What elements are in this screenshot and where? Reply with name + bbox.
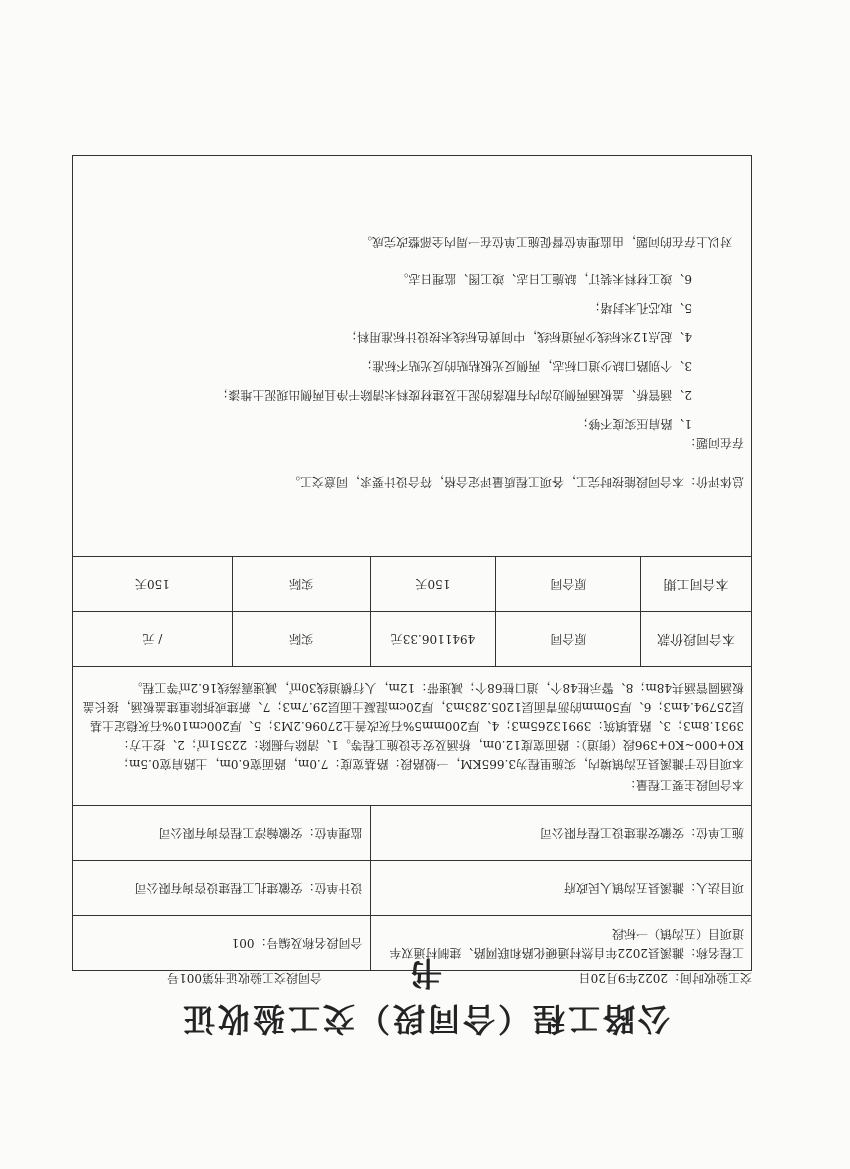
main-quantities-cell — [73, 667, 752, 806]
document-title: 公路工程（合同段）交工验收证书 — [180, 954, 671, 1038]
contract-duration-label: 本合同工期 — [641, 557, 752, 612]
certificate-number: 合同段交工验收证书第001号 — [167, 971, 322, 985]
issue-item: 3、个别路口缺少道口标志，两侧反光板粘贴的反光贴不标准； — [360, 359, 692, 374]
original-duration: 150天 — [370, 557, 496, 612]
main-quantities-body: 本项目位于濉溪县五沟镇境内，实施里程为3.665KM，一般路段：路基宽度：7.0m，路面宽6.0m，土路肩宽0.5m；K0+000~K0+396段（街道）：路面宽度12.0m，桥涵及安全设施工程等。1、清除与掘除：22351㎡；2、挖土方：3931.8m3；3、路基填筑：39913265m3；4、厚200mm5%石灰改善土27096.2M3；5、厚200cm10%石灰稳定土基层25794.4m3；6、厚50mm的沥青面层1205.283m3，厚20cm混凝土面层29.7m3；7、新建或拆除重建盖板涵，接长盖板涵圆管涵共48m；8、警示桩48个，道口桩68个；减速带：12m，人行横道线30㎡，减速震荡线16.2㎡等工程。 — [82, 681, 744, 771]
issue-item: 6、竣工材料未装订，缺施工日志、竣工图、监理日志。 — [396, 272, 692, 287]
issue-item: 4、起点12米标线少两道标线，中间黄色标线未按设计标准用料； — [345, 330, 692, 345]
evaluation-cell — [73, 156, 752, 557]
contract-duration-row — [73, 557, 752, 612]
actual-duration-label: 实际 — [232, 557, 370, 612]
construction-unit-cell: 施工单位：安徽安淮建设工程有限公司 — [370, 806, 751, 861]
contract-price-label: 本合同段价款 — [641, 612, 752, 667]
contractor-supervisor-row — [73, 806, 752, 861]
contract-price-row — [73, 612, 752, 667]
issue-item: 2、涵管桥、盖板涵两侧边沟内有散落的泥土及建材废料未清除干净且两侧出现泥土堆漆； — [216, 388, 692, 403]
project-name-row — [73, 916, 752, 971]
contract-section-cell: 合同段名称及编号：001 — [73, 916, 371, 971]
actual-label: 实际 — [232, 612, 370, 667]
actual-price: / 元 — [73, 612, 233, 667]
design-unit-cell: 设计单位：安徽建扎工程建设咨询有限公司 — [73, 861, 371, 916]
issues-label: 存在问题： — [683, 436, 744, 451]
original-duration-label: 原合同 — [496, 557, 641, 612]
acceptance-date: 交工验收时间：2022年9月20日 — [578, 971, 752, 985]
main-quantities-heading: 本合同段主要工程量： — [623, 778, 744, 792]
certificate-table — [72, 155, 752, 971]
actual-duration: 150天 — [73, 557, 233, 612]
project-name-cell: 工程名称：濉溪县2022年自然村通硬化路和联网路、建制村通双车道项目（五沟镇）一标段 — [370, 916, 751, 971]
issue-item: 5、取芯孔未封堵； — [588, 301, 692, 316]
original-contract-label: 原合同 — [496, 612, 641, 667]
project-owner-cell: 项目法人：濉溪县五沟镇人民政府 — [370, 861, 751, 916]
overall-evaluation: 总体评价：本合同段能按时完工，各项工程质量评定合格，符合设计要求，同意交工。 — [287, 475, 744, 490]
original-contract-price: 4941106.33元 — [370, 612, 496, 667]
owner-designer-row — [73, 861, 752, 916]
closing-statement: 对以上存在的问题，由监理单位督促施工单位在一周内全部整改完成。 — [359, 235, 732, 250]
supervision-unit-cell: 监理单位：安徽翰淳工程咨询有限公司 — [73, 806, 371, 861]
main-quantities-row — [73, 667, 752, 806]
issue-item: 1、路肩压实度不够； — [576, 417, 692, 432]
evaluation-row — [73, 156, 752, 557]
